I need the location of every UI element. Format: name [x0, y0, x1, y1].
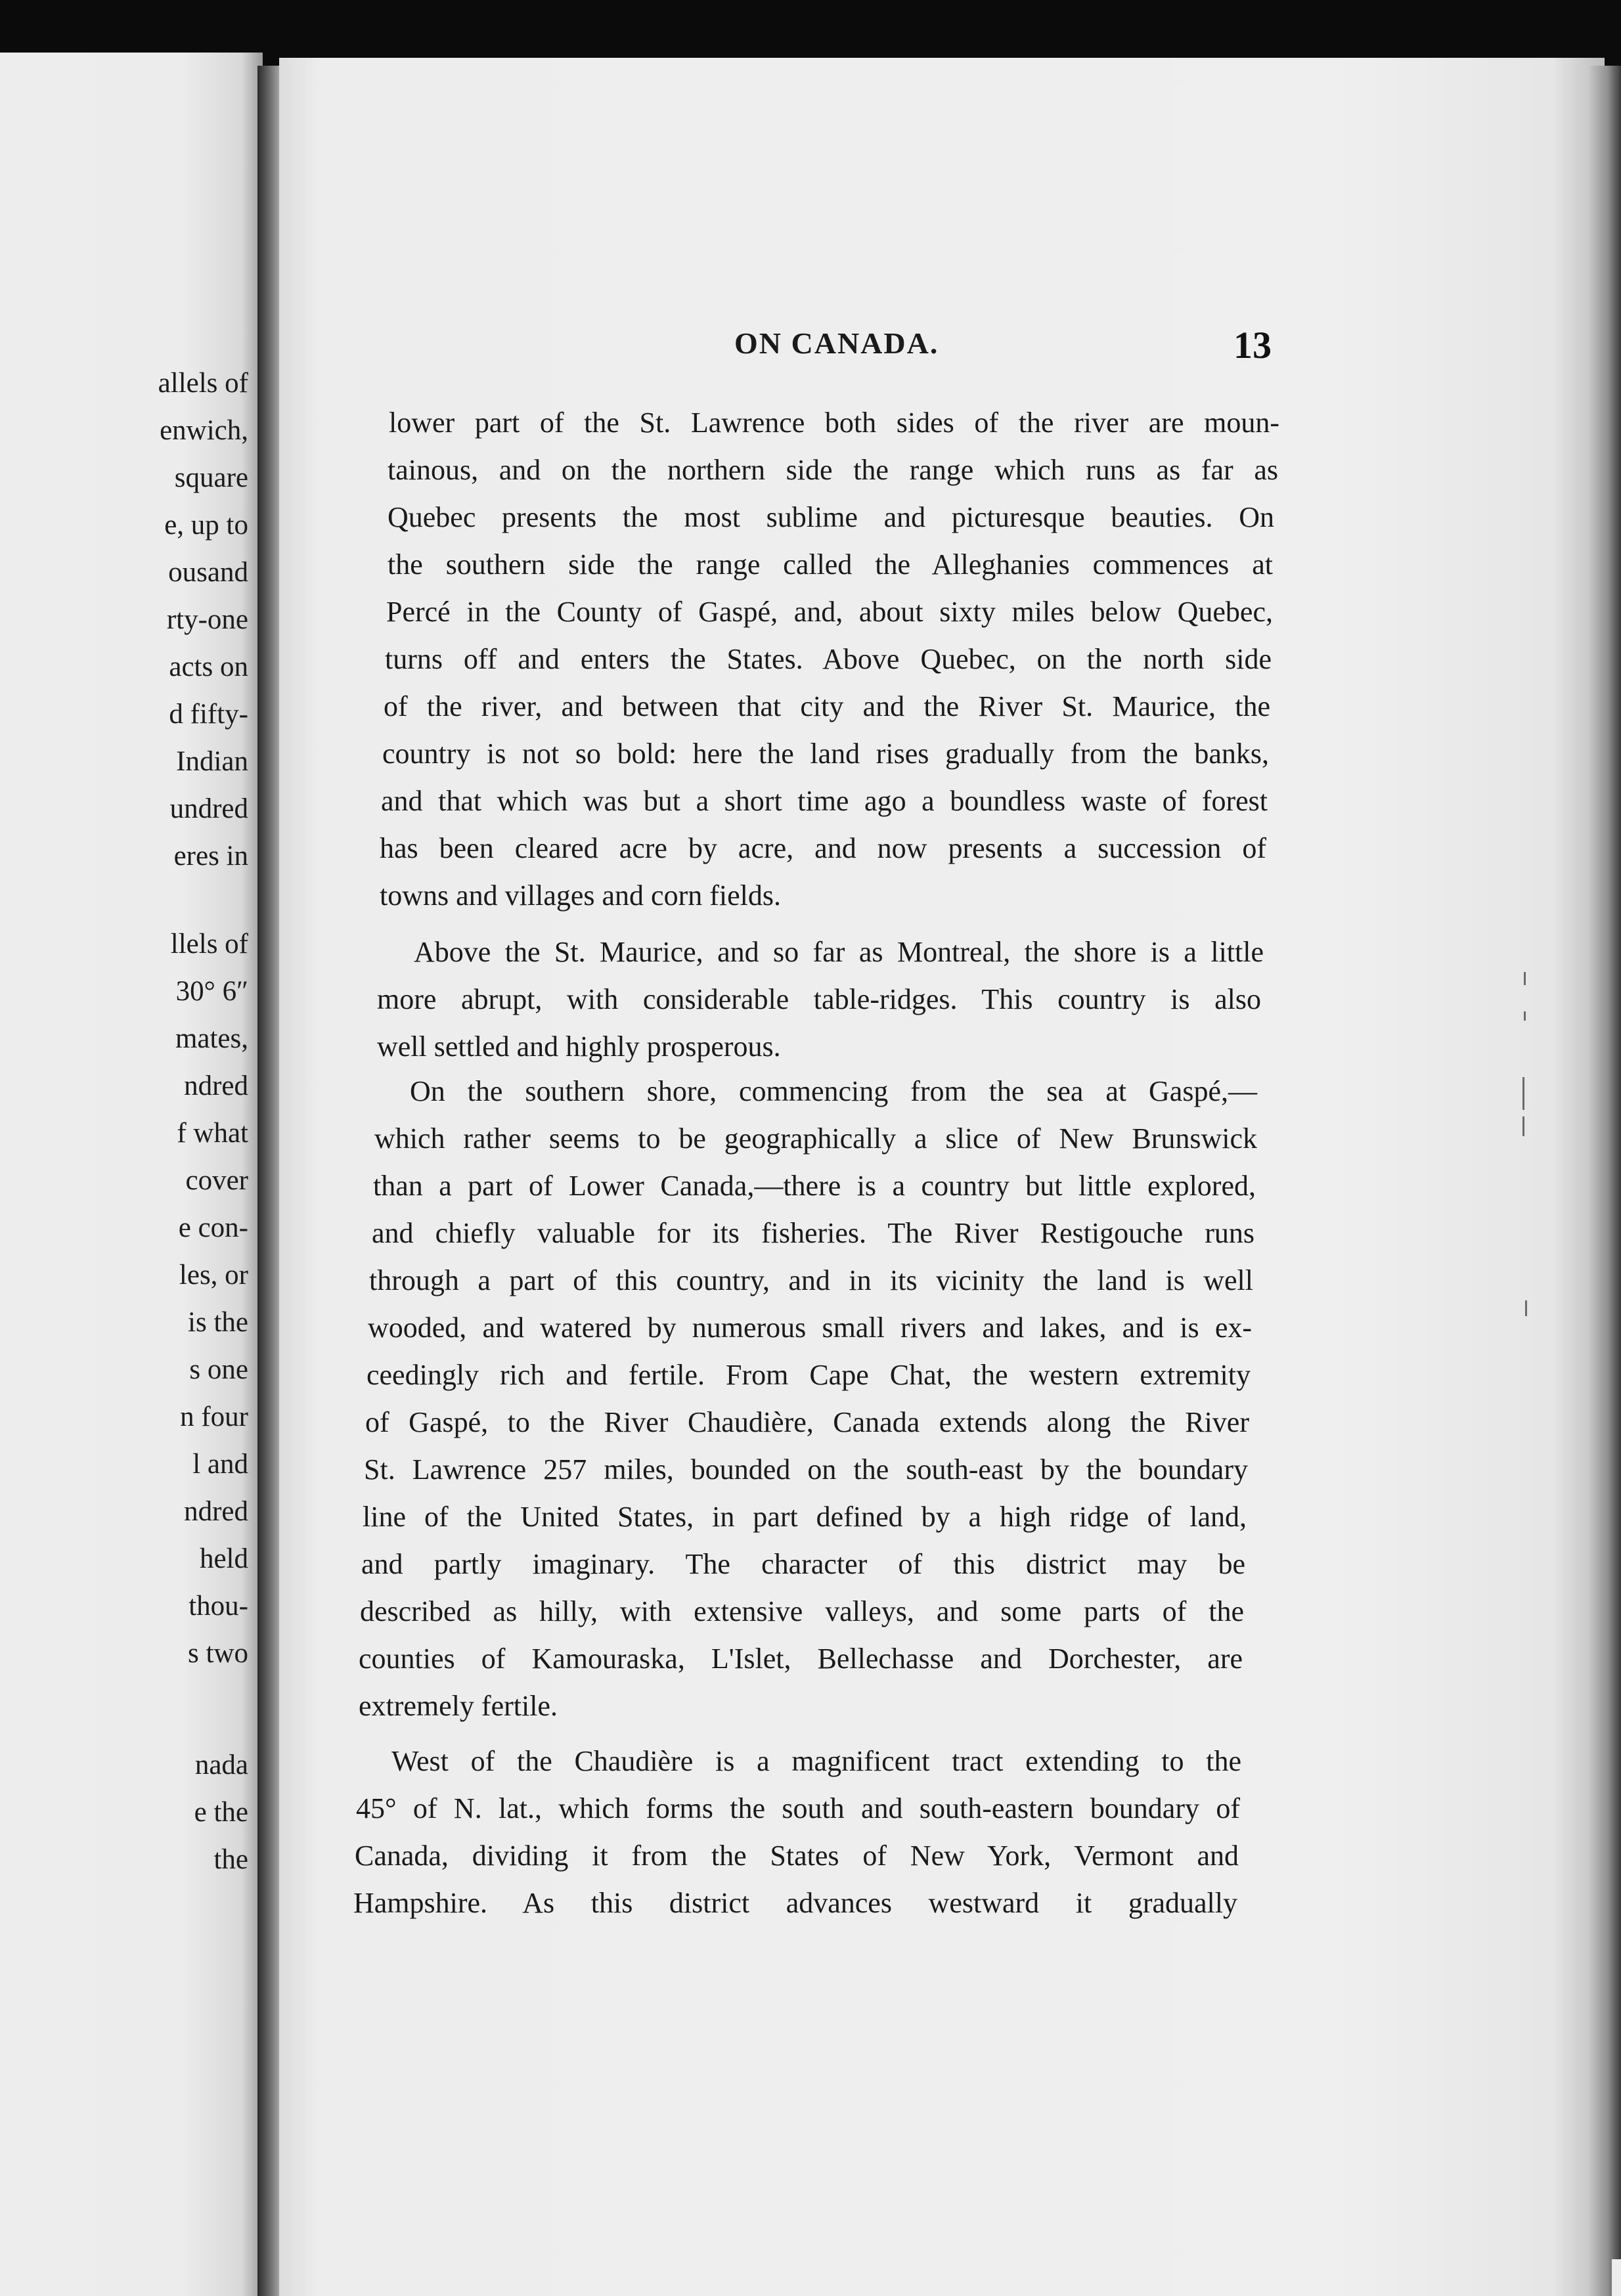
facing-line: e, up to: [164, 510, 248, 541]
facing-line: eres in: [173, 841, 248, 872]
text-line: counties of Kamouraska, L'Islet, Bellechasse and Dorchester, are: [359, 1643, 1243, 1675]
text-line: Quebec presents the most sublime and picturesque beauties. On: [388, 501, 1274, 533]
text-line: towns and villages and corn fields.: [380, 879, 781, 912]
facing-line: n four: [180, 1402, 248, 1432]
text-line: On the southern shore, commencing from the sea at Gaspé,—: [410, 1075, 1257, 1107]
facing-line: ousand: [168, 557, 248, 588]
text-line: the southern side the range called the Alleghanies commences at: [388, 548, 1273, 581]
text-line: line of the United States, in part defined by a high ridge of land,: [363, 1501, 1247, 1533]
facing-line: the: [213, 1844, 248, 1875]
text-line: of the river, and between that city and the River St. Maurice, the: [384, 690, 1270, 722]
text-line: and chiefly valuable for its fisheries. The River Restigouche runs: [372, 1217, 1255, 1249]
scan-corner-mark: [1612, 2259, 1621, 2296]
text-line: extremely fertile.: [359, 1690, 558, 1722]
text-line: than a part of Lower Canada,—there is a country but little explored,: [373, 1170, 1256, 1202]
facing-line: s two: [188, 1638, 248, 1669]
text-line: and partly imaginary. The character of this district may be: [361, 1548, 1245, 1580]
text-line: wooded, and watered by numerous small rivers and lakes, and is ex-: [368, 1312, 1252, 1344]
facing-line: llels of: [170, 929, 248, 960]
text-line: West of the Chaudière is a magnificent tract extending to the: [391, 1745, 1241, 1777]
text-line: of Gaspé, to the River Chaudière, Canada extends along the River: [365, 1406, 1249, 1438]
facing-line: is the: [188, 1307, 248, 1338]
facing-line: undred: [169, 793, 248, 824]
facing-line: rty-one: [166, 604, 248, 635]
facing-line: thou-: [189, 1591, 248, 1622]
facing-line: mates,: [175, 1023, 248, 1054]
facing-line: held: [199, 1543, 248, 1574]
text-line: tainous, and on the northern side the range which runs as far as: [388, 454, 1278, 486]
facing-line: acts on: [169, 651, 248, 682]
page-number: 13: [1233, 324, 1272, 366]
text-line: ceedingly rich and fertile. From Cape Chat, the western extremity: [366, 1359, 1251, 1391]
facing-line: enwich,: [160, 415, 248, 446]
text-line: has been cleared acre by acre, and now presents a succession of: [380, 832, 1266, 864]
facing-line: f what: [177, 1118, 248, 1149]
text-line: turns off and enters the States. Above Quebec, on the north side: [385, 643, 1272, 675]
text-line: 45° of N. lat., which forms the south and south-eastern boundary of: [356, 1792, 1240, 1824]
text-line: described as hilly, with extensive valleys, and some parts of the: [360, 1595, 1244, 1627]
text-line: Canada, dividing it from the States of New York, Vermont and: [355, 1840, 1239, 1872]
text-line: more abrupt, with considerable table-ridges. This country is also: [377, 983, 1261, 1015]
facing-line: 30° 6″: [175, 976, 248, 1007]
text-line: Percé in the County of Gaspé, and, about sixty miles below Quebec,: [386, 596, 1273, 628]
facing-line: l and: [192, 1449, 248, 1480]
text-line: Above the St. Maurice, and so far as Montreal, the shore is a little: [414, 936, 1264, 968]
facing-line: nada: [194, 1750, 248, 1780]
text-line: which rather seems to be geographically a slice of New Brunswick: [374, 1122, 1257, 1155]
facing-line: les, or: [179, 1260, 248, 1291]
facing-line: d fifty-: [169, 699, 248, 730]
facing-line: ndred: [184, 1071, 248, 1101]
text-line: country is not so bold: here the land rises gradually from the banks,: [382, 738, 1269, 770]
facing-line: e the: [194, 1797, 248, 1828]
facing-line: Indian: [176, 746, 248, 777]
text-line: Hampshire. As this district advances westward it gradually: [353, 1887, 1237, 1919]
facing-line: e con-: [178, 1212, 248, 1243]
text-line: lower part of the St. Lawrence both sides of the river are moun-: [389, 407, 1279, 439]
running-head: ON CANADA.: [734, 326, 939, 360]
facing-line: s one: [189, 1354, 248, 1385]
facing-line: ndred: [184, 1496, 248, 1527]
text-line: St. Lawrence 257 miles, bounded on the south-east by the boundary: [364, 1453, 1248, 1486]
facing-line: square: [174, 462, 248, 493]
facing-line: allels of: [158, 368, 248, 399]
text-line: well settled and highly prosperous.: [377, 1030, 781, 1063]
text-line: through a part of this country, and in its vicinity the land is well: [369, 1264, 1253, 1296]
text-line: and that which was but a short time ago a boundless waste of forest: [381, 785, 1268, 817]
facing-line: cover: [185, 1165, 248, 1196]
